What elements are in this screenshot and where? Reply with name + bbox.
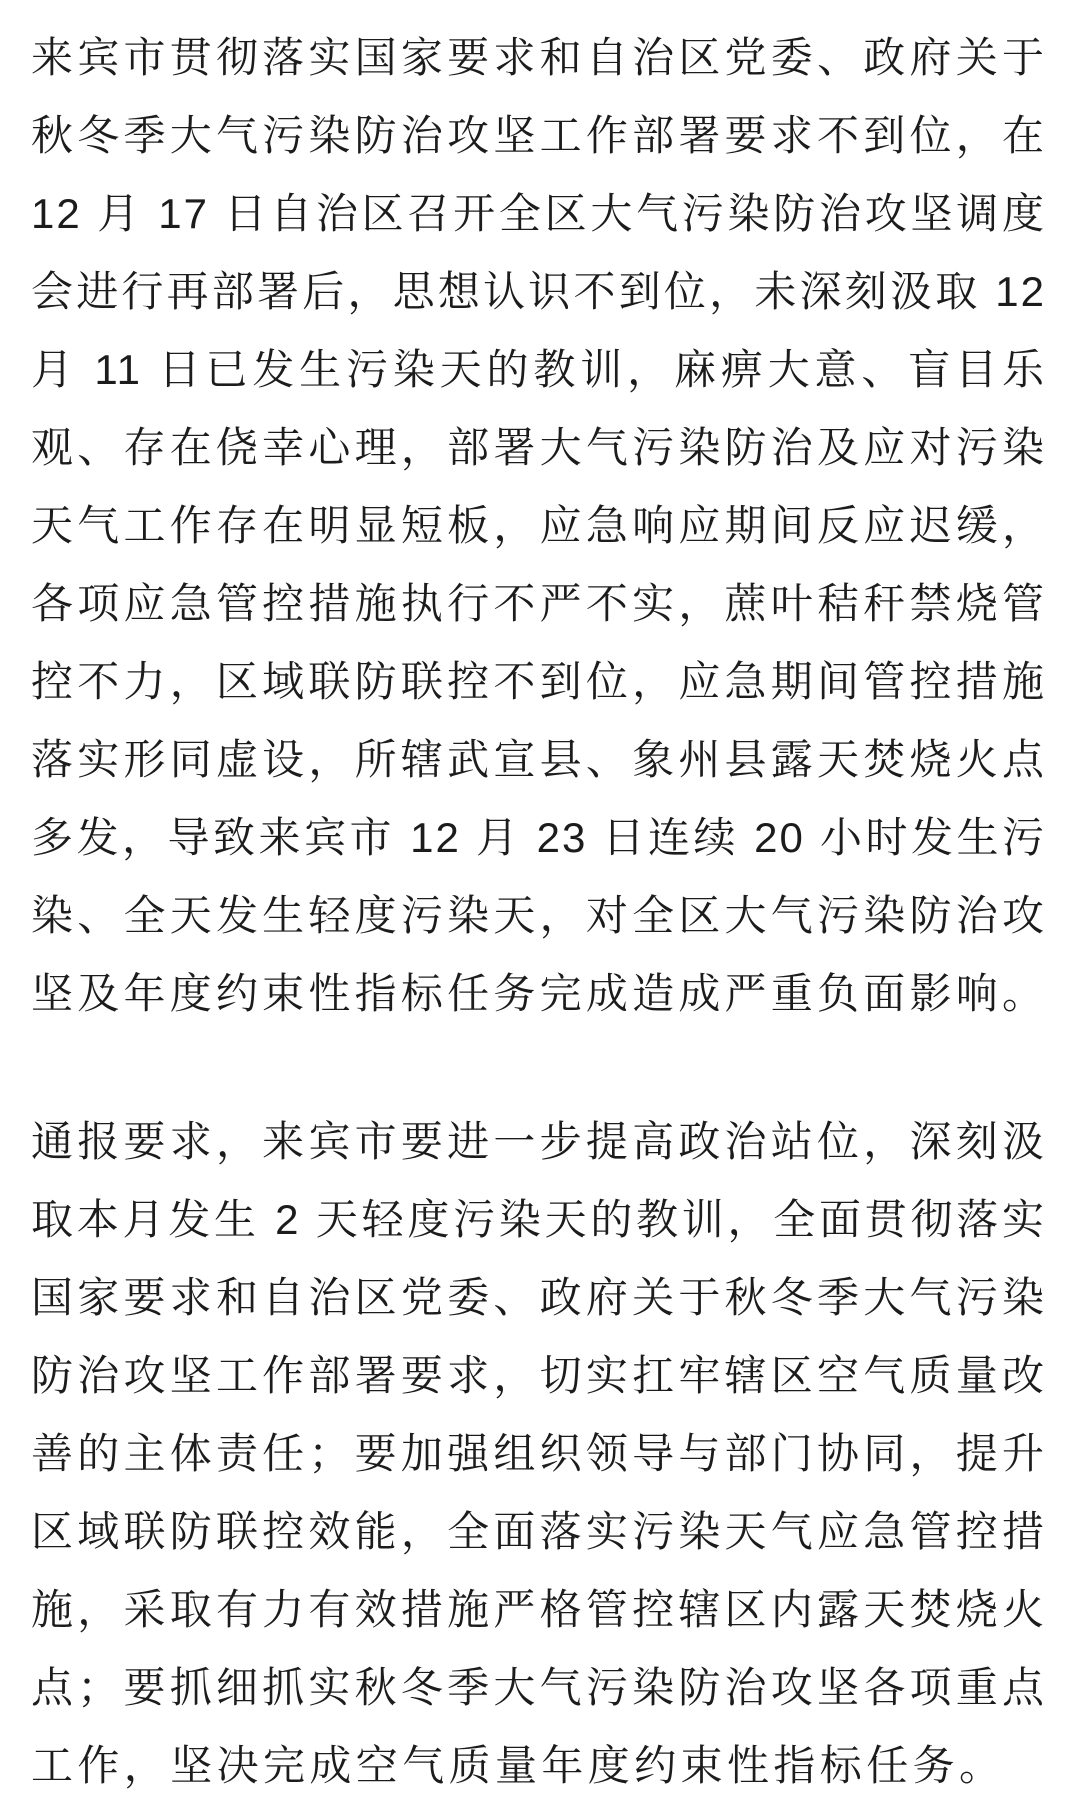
text-line: 防治攻坚工作部署要求，切实扛牢辖区空气质量改 [31,1352,1046,1399]
text-line: 区域联防联控效能，全面落实污染天气应急管控措 [31,1508,1046,1555]
text-line: 取本月发生 2 天轻度污染天的教训，全面贯彻落实 [31,1196,1046,1243]
text-line: 工作，坚决完成空气质量年度约束性指标任务。 [31,1742,1006,1789]
text-line: 秋冬季大气污染防治攻坚工作部署要求不到位，在 [31,112,1046,159]
text-line: 施，采取有力有效措施严格管控辖区内露天焚烧火 [31,1586,1046,1633]
text-line: 天气工作存在明显短板，应急响应期间反应迟缓， [31,502,1046,549]
text-line: 国家要求和自治区党委、政府关于秋冬季大气污染 [31,1274,1046,1321]
text-line: 各项应急管控措施执行不严不实，蔗叶秸秆禁烧管 [31,580,1046,627]
text-line: 通报要求，来宾市要进一步提高政治站位，深刻汲 [31,1118,1046,1165]
text-line: 观、存在侥幸心理，部署大气污染防治及应对污染 [31,424,1046,471]
text-line: 坚及年度约束性指标任务完成造成严重负面影响。 [31,970,1046,1017]
text-line: 会进行再部署后，思想认识不到位，未深刻汲取 12 [31,268,1046,315]
text-line: 点；要抓细抓实秋冬季大气污染防治攻坚各项重点 [31,1664,1046,1711]
text-line: 多发，导致来宾市 12 月 23 日连续 20 小时发生污 [31,814,1046,861]
article-paragraph-2 [31,1103,1046,1805]
text-line: 控不力，区域联防联控不到位，应急期间管控措施 [31,658,1046,705]
article-paragraph-1 [31,19,1046,1033]
text-line: 12 月 17 日自治区召开全区大气污染防治攻坚调度 [31,190,1046,237]
text-line: 来宾市贯彻落实国家要求和自治区党委、政府关于 [31,34,1046,81]
text-line: 落实形同虚设，所辖武宣县、象州县露天焚烧火点 [31,736,1046,783]
text-line: 月 11 日已发生污染天的教训，麻痹大意、盲目乐 [31,346,1046,393]
text-line: 善的主体责任；要加强组织领导与部门协同，提升 [31,1430,1046,1477]
text-line: 染、全天发生轻度污染天，对全区大气污染防治攻 [31,892,1046,939]
